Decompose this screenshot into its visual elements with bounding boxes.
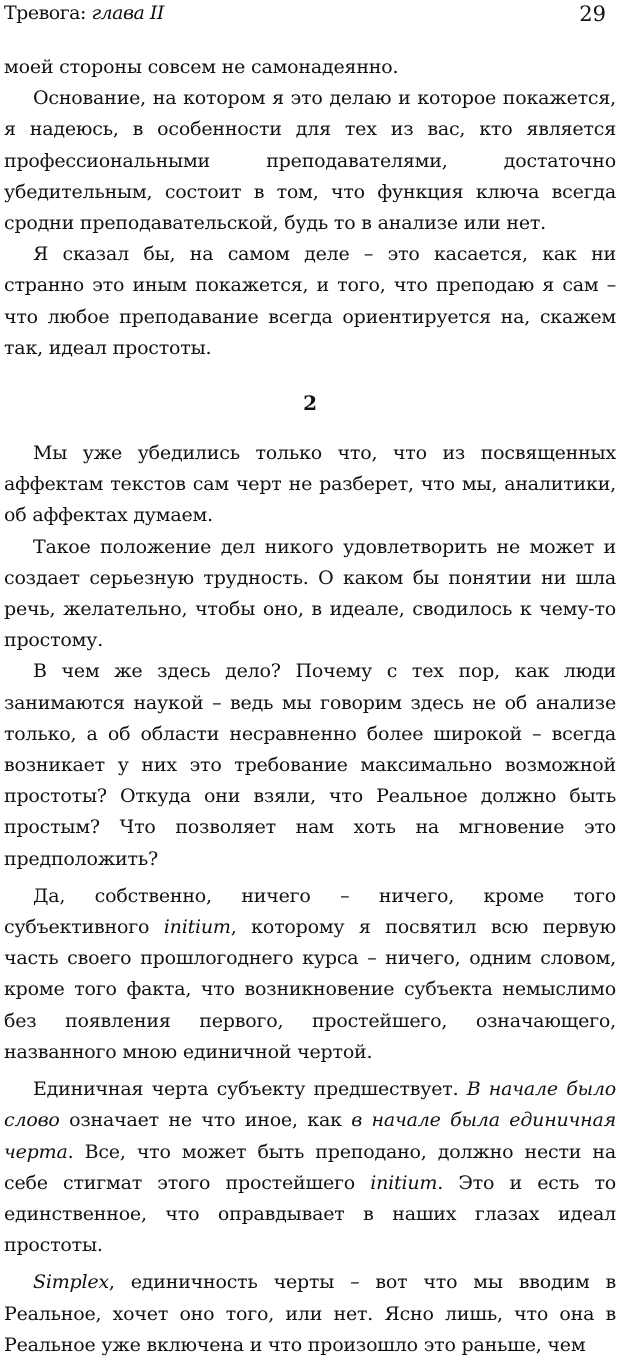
italic-term: initium xyxy=(163,916,231,939)
paragraph xyxy=(4,1267,616,1361)
running-title xyxy=(4,2,164,24)
paragraph: Основание, на котором я это делаю и которое покажется, я надеюсь, в особенности для тех из вас, кто является профессиональными преподавателями, достаточно убедительным, состоит в том, что функция ключа всегда сродни преподавательской, будь то в анализе или нет. xyxy=(4,87,616,235)
paragraph: Я сказал бы, на самом деле – это касается, как ни странно это иным покажется, и того, что преподаю я сам – что любое преподавание всегда ориентируется на, скажем так, идеал простоты. xyxy=(4,243,616,359)
paragraph: Такое положение дел никого удовлетворить не может и создает серьезную трудность. О каком бы понятии ни шла речь, желательно, чтобы оно, в идеале, сводилось к чему-то простому. xyxy=(4,535,616,652)
italic-term: initium xyxy=(370,1171,438,1194)
text-run: . Это и есть то единственное, что оправдывает в наших глазах идеал простоты. xyxy=(4,1171,617,1257)
section-number: 2 xyxy=(303,391,317,416)
text-run: , единичность черты – вот что мы вводим в Реальное, хочет оно того, или нет. Ясно лишь, что она в Реальное уже включена и что произошло это раньше, чем xyxy=(4,1271,616,1356)
chapter-title: глава II xyxy=(91,2,164,24)
text-run: , которому я посвятил всю первую часть своего прошлогоднего курса – ничего, одним словом, кроме того факта, что возникновение субъекта немыслимо без появления первого, простейшего, означающего, названного мною единичной чертой. xyxy=(4,916,617,1063)
text-run: Единичная черта субъекту предшествует. xyxy=(33,1078,467,1101)
text-run: . Все, что может быть преподано, должно нести на себе стигмат этого простейшего xyxy=(4,1140,616,1194)
paragraph xyxy=(4,881,616,1068)
italic-term: Simplex xyxy=(33,1271,109,1294)
book-title: Тревога: xyxy=(4,2,86,24)
paragraph: Мы уже убедились только что, что из посвященных аффектам текстов сам черт не разберет, что мы, аналитики, об аффектах думаем. xyxy=(4,442,616,527)
italic-quote: В начале было слово xyxy=(4,1078,616,1132)
body-text xyxy=(4,52,616,1361)
text-run: Да, собственно, ничего – ничего, кроме того субъективного xyxy=(4,884,616,939)
text-run: означает не что иное, как xyxy=(59,1109,352,1132)
paragraph: В чем же здесь дело? Почему с тех пор, как люди занимаются наукой – ведь мы говорим здесь не об анализе только, а об области несравненно более широкой – всегда возникает у них это требование максимально возможной простоты? Откуда они взяли, что Реальное должно быть простым? Что позволяет нам хоть на мгновение это предположить? xyxy=(4,660,616,870)
page-number: 29 xyxy=(579,2,606,26)
paragraph: моей стороны совсем не самонадеянно. xyxy=(4,56,399,78)
italic-quote: в начале была единичная черта xyxy=(4,1109,616,1163)
paragraph xyxy=(4,1074,616,1261)
page-header xyxy=(4,2,606,30)
